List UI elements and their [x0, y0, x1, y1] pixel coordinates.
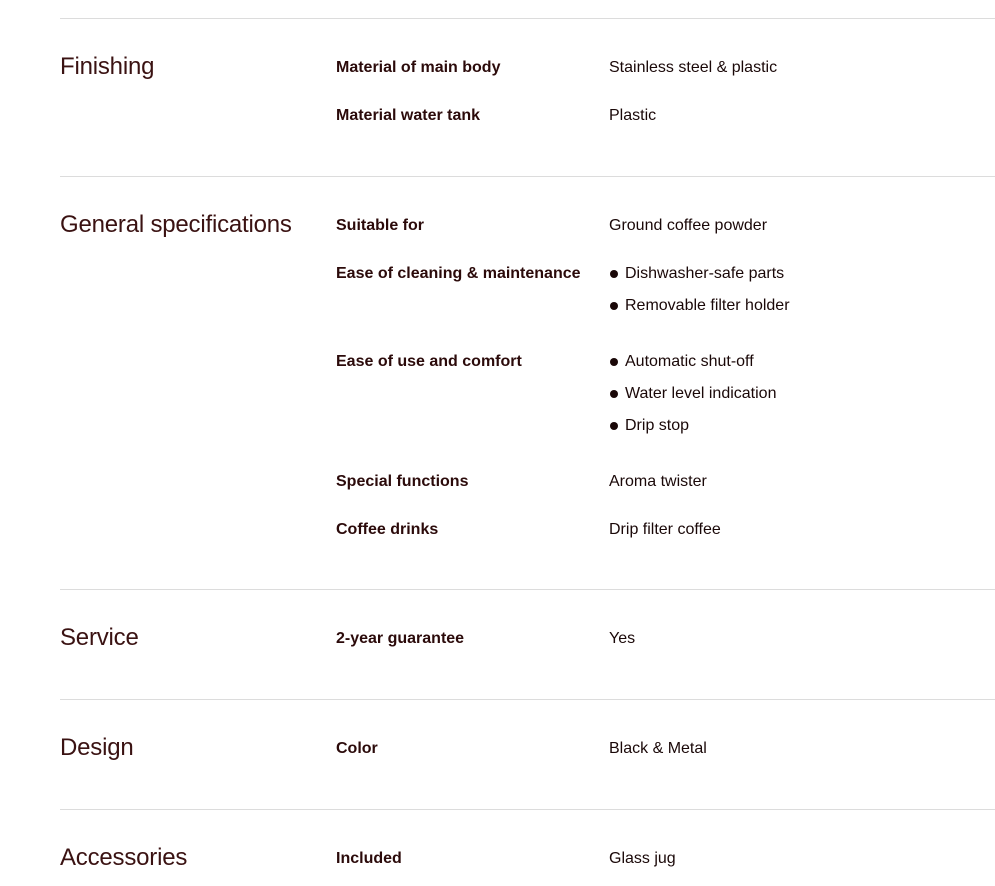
- list-item: Water level indication: [609, 384, 776, 404]
- section-finishing: [60, 18, 995, 176]
- spec-rows: [336, 590, 995, 649]
- spec-label: Material water tank: [336, 107, 481, 124]
- spec-row: [336, 739, 995, 759]
- list-item: Automatic shut-off: [609, 352, 776, 372]
- spec-row: [336, 216, 995, 236]
- spec-value: Stainless steel & plastic: [609, 59, 778, 76]
- spec-label: Ease of use and comfort: [336, 353, 522, 370]
- spec-row: [336, 264, 995, 316]
- list-item: Removable filter holder: [609, 296, 790, 316]
- spec-row: [336, 106, 995, 126]
- section-title: Accessories: [60, 844, 188, 871]
- spec-value-list: [609, 264, 790, 316]
- spec-label: Coffee drinks: [336, 521, 439, 538]
- spec-rows: [336, 700, 995, 759]
- spec-value: Yes: [609, 630, 636, 647]
- spec-value: Glass jug: [609, 850, 676, 867]
- section-title: Service: [60, 624, 139, 651]
- spec-value: Black & Metal: [609, 740, 707, 757]
- spec-row: [336, 629, 995, 649]
- spec-row: [336, 849, 995, 869]
- spec-rows: [336, 177, 995, 540]
- section-title: Design: [60, 734, 134, 761]
- section-accessories: [60, 809, 995, 886]
- spec-row: [336, 472, 995, 492]
- spec-row: [336, 58, 995, 78]
- spec-label: 2-year guarantee: [336, 630, 465, 647]
- section-service: [60, 589, 995, 699]
- spec-rows: [336, 810, 995, 869]
- spec-rows: [336, 19, 995, 126]
- spec-value: Aroma twister: [609, 473, 707, 490]
- section-design: [60, 699, 995, 809]
- section-general-specifications: [60, 176, 995, 589]
- spec-label: Material of main body: [336, 59, 501, 76]
- specifications-table: [60, 18, 995, 886]
- spec-value: Drip filter coffee: [609, 521, 721, 538]
- spec-value-list: [609, 352, 776, 436]
- list-item: Dishwasher-safe parts: [609, 264, 790, 284]
- spec-value: Ground coffee powder: [609, 217, 768, 234]
- spec-row: [336, 352, 995, 436]
- spec-label: Color: [336, 740, 378, 757]
- section-title: General specifications: [60, 211, 292, 238]
- spec-label: Included: [336, 850, 402, 867]
- spec-label: Suitable for: [336, 217, 425, 234]
- list-item: Drip stop: [609, 416, 776, 436]
- spec-value: Plastic: [609, 107, 657, 124]
- spec-label: Special functions: [336, 473, 469, 490]
- spec-row: [336, 520, 995, 540]
- spec-label: Ease of cleaning & maintenance: [336, 265, 581, 282]
- section-title: Finishing: [60, 53, 155, 80]
